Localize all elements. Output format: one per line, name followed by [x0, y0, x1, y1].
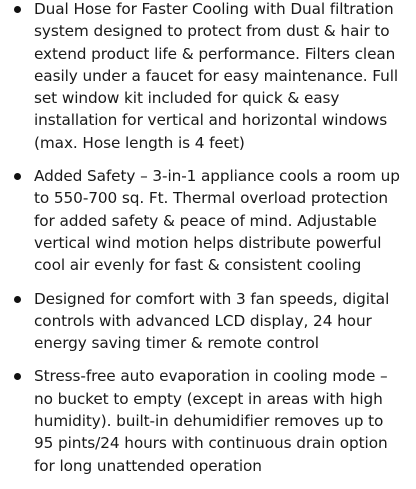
feature-text: Added Safety – 3-in-1 appliance cools a room up to 550-700 sq. Ft. Thermal overload protection for added safety & peace of mind. Adjustable vertical wind motion helps distribute powerful cool air evenly for fast & consistent cooling	[34, 167, 400, 275]
feature-text: Designed for comfort with 3 fan speeds, digital controls with advanced LCD display, 24 hour energy saving timer & remote control	[34, 289, 390, 353]
bullet-dot-icon	[14, 296, 21, 303]
feature-bullet-auto-evaporation	[0, 365, 416, 476]
bullet-dot-icon	[14, 6, 21, 13]
bullet-dot-icon	[14, 373, 21, 380]
feature-bullet-comfort	[0, 288, 416, 355]
feature-text: Stress-free auto evaporation in cooling mode – no bucket to empty (except in areas with high humidity). built-in dehumidifier removes up to 95 pints/24 hours with continuous drain option for long unattended operation	[34, 367, 388, 475]
bullet-dot-icon	[14, 173, 21, 180]
feature-bullet-added-safety	[0, 165, 416, 276]
feature-bullet-dual-hose	[0, 0, 416, 154]
feature-text: Dual Hose for Faster Cooling with Dual filtration system designed to protect from dust & hair to extend product life & performance. Filters clean easily under a faucet for easy maintenance. Full set window kit included for quick & easy installation for vertical and horizontal windows (max. Hose length is 4 feet)	[34, 0, 399, 152]
